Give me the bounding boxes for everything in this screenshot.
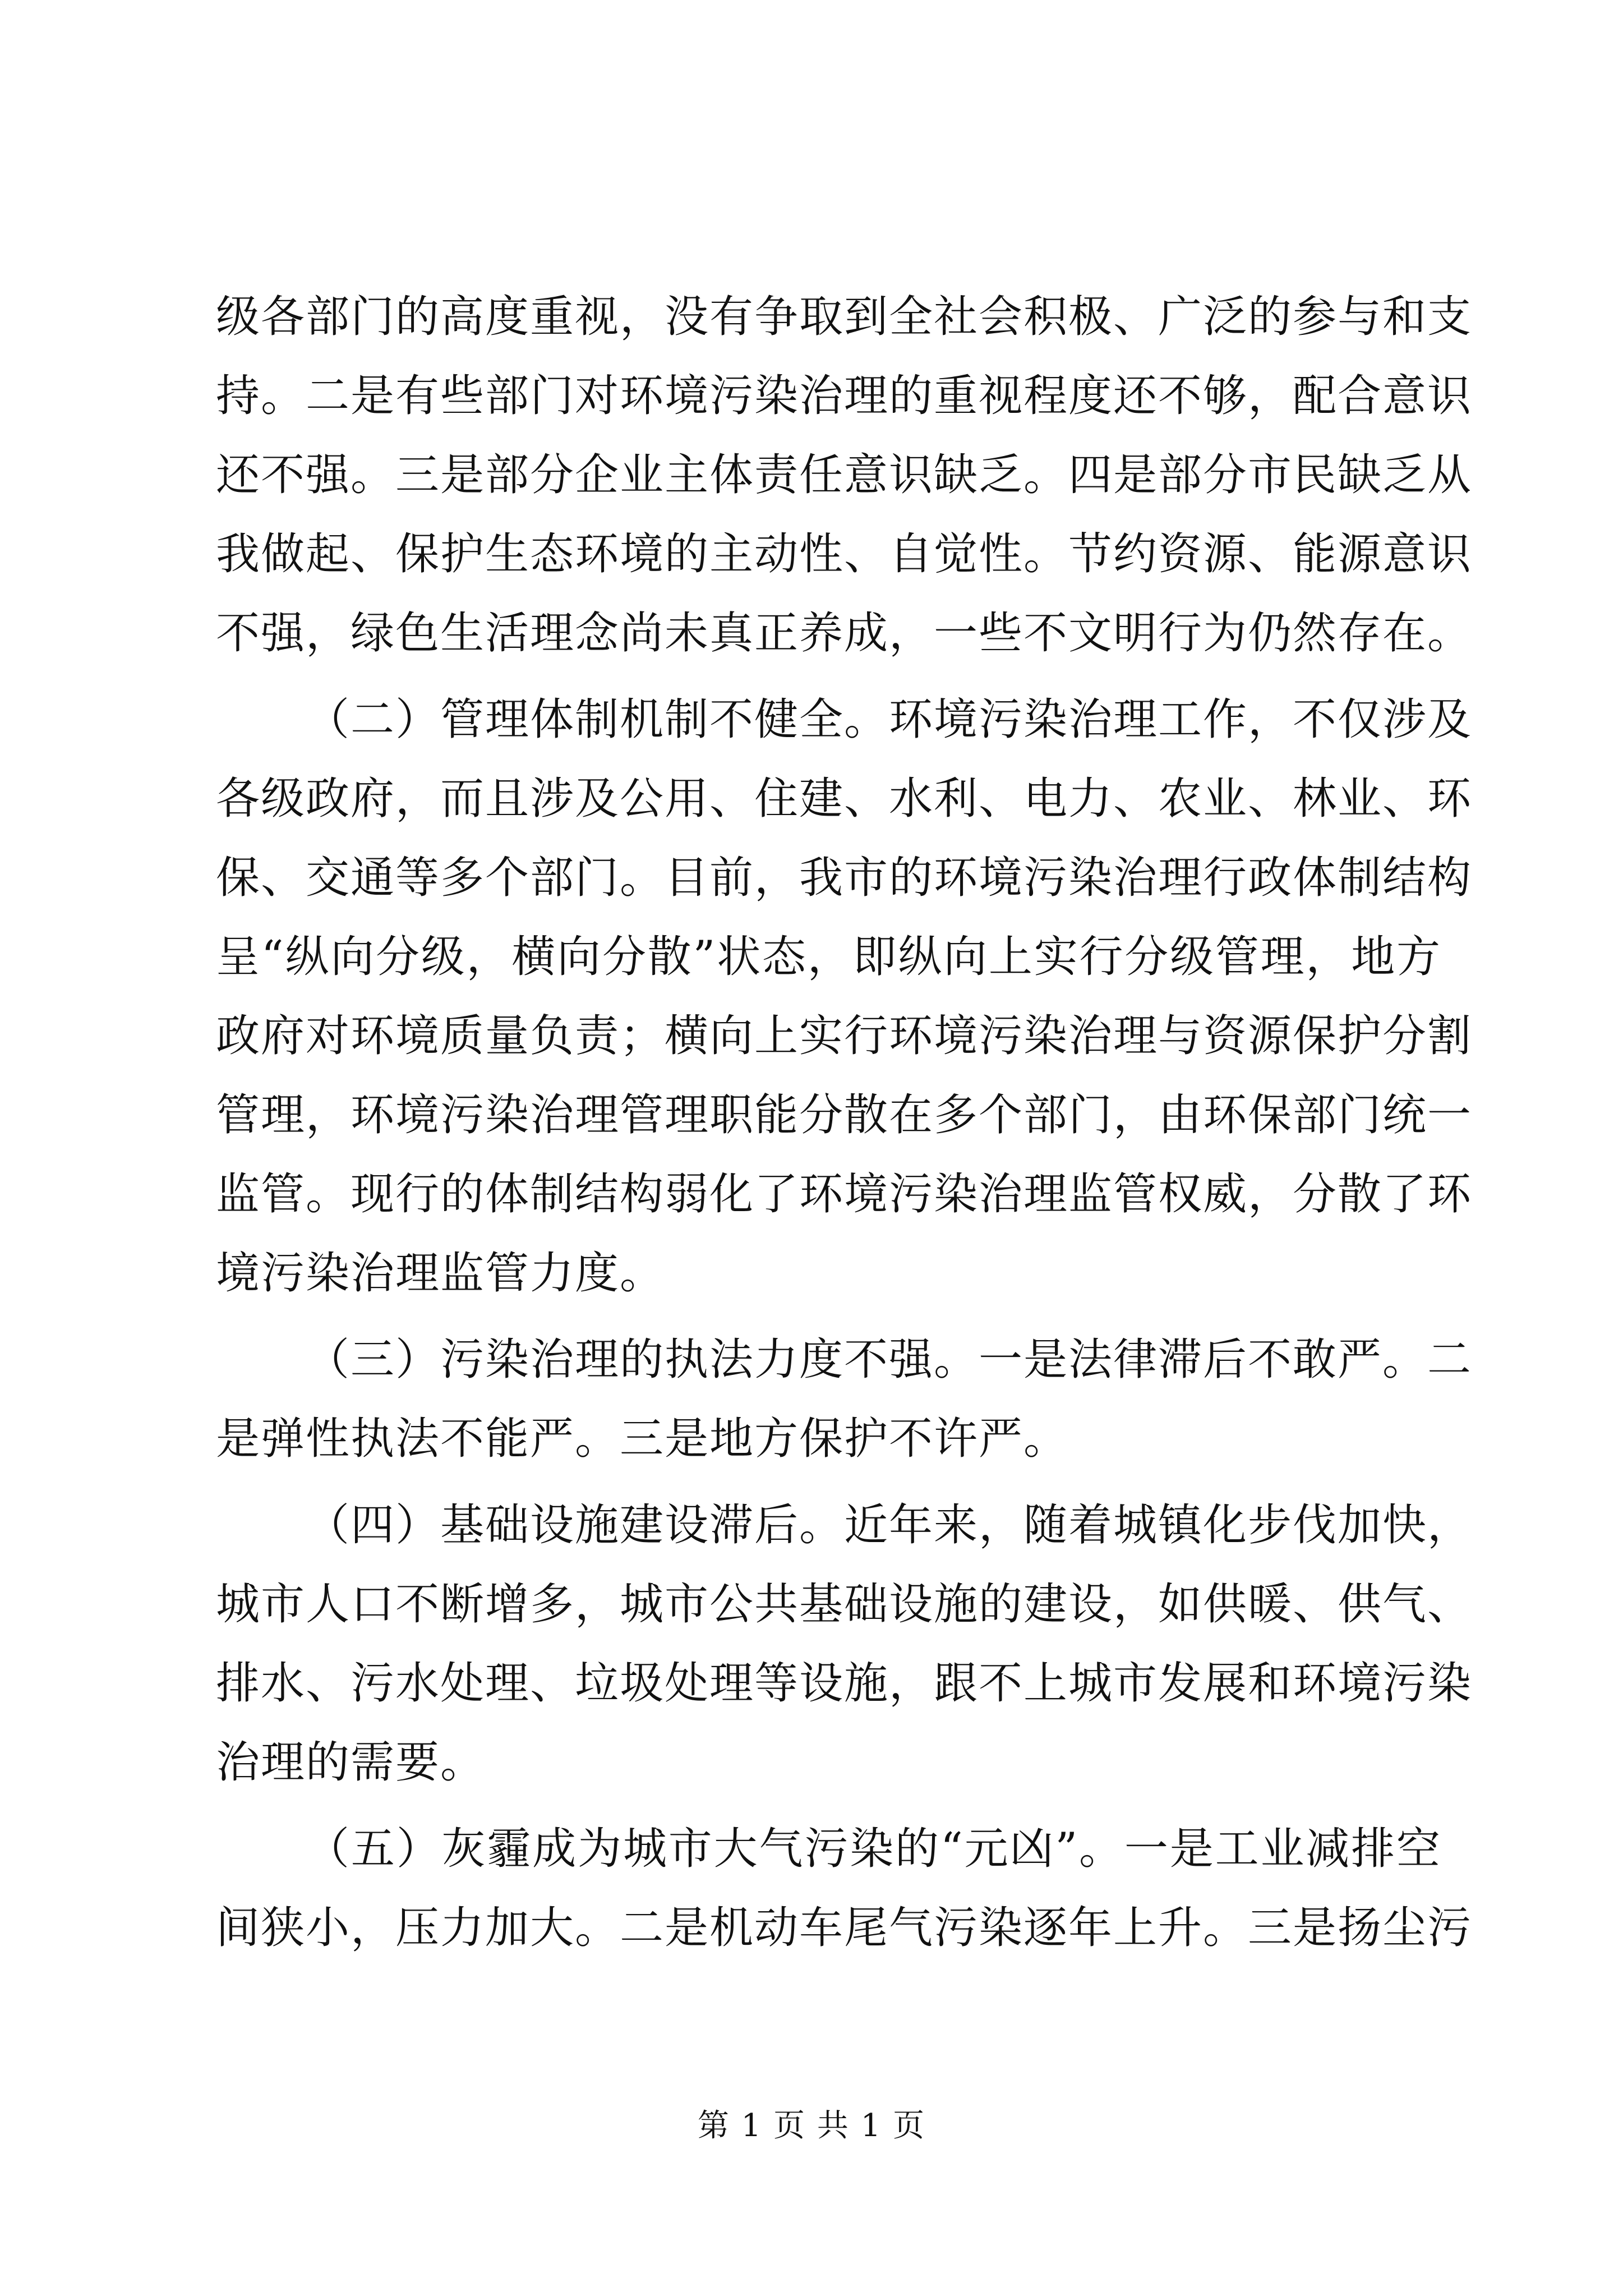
- text-line: （二）管理体制机制不健全。环境污染治理工作，不仅涉及: [306, 694, 1473, 745]
- text-line: 城市人口不断增多，城市公共基础设施的建设，如供暖、供气、: [216, 1579, 1473, 1630]
- text-line: 间狭小，压力加大。二是机动车尾气污染逐年上升。三是扬尘污: [216, 1903, 1473, 1953]
- paragraph-5: [216, 1810, 1473, 1968]
- text-line: （三）污染治理的执法力度不强。一是法律滞后不敢严。二: [306, 1335, 1473, 1385]
- text-line: 还不强。三是部分企业主体责任意识缺乏。四是部分市民缺乏从: [216, 450, 1473, 500]
- paragraph-2: [216, 680, 1473, 1313]
- text-line: 境污染治理监管力度。: [216, 1248, 665, 1299]
- text-line: （四）基础设施建设滞后。近年来，随着城镇化步伐加快，: [306, 1500, 1473, 1550]
- text-line: 排水、污水处理、垃圾处理等设施，跟不上城市发展和环境污染: [216, 1658, 1473, 1709]
- paragraph-1: [216, 278, 1473, 673]
- text-line: 监管。现行的体制结构弱化了环境污染治理监管权威，分散了环: [216, 1169, 1473, 1220]
- text-line: 我做起、保护生态环境的主动性、自觉性。节约资源、能源意识: [216, 529, 1473, 579]
- paragraph-3: [216, 1320, 1473, 1479]
- text-line: 持。二是有些部门对环境污染治理的重视程度还不够，配合意识: [216, 371, 1473, 421]
- text-line: 各级政府，而且涉及公用、住建、水利、电力、农业、林业、环: [216, 774, 1473, 824]
- text-line: 治理的需要。: [216, 1737, 486, 1788]
- text-line: 呈“纵向分级，横向分散”状态，即纵向上实行分级管理，地方: [216, 932, 1441, 982]
- document-body: [216, 278, 1473, 1975]
- text-line: 级各部门的高度重视，没有争取到全社会积极、广泛的参与和支: [216, 292, 1473, 342]
- text-line: 不强，绿色生活理念尚未真正养成，一些不文明行为仍然存在。: [216, 608, 1473, 659]
- text-line: 管理，环境污染治理管理职能分散在多个部门，由环保部门统一: [216, 1090, 1473, 1140]
- paragraph-4: [216, 1486, 1473, 1802]
- text-line: （五）灰霾成为城市大气污染的“元凶”。一是工业减排空: [306, 1824, 1441, 1874]
- text-line: 保、交通等多个部门。目前，我市的环境污染治理行政体制结构: [216, 853, 1473, 903]
- text-line: 政府对环境质量负责；横向上实行环境污染治理与资源保护分割: [216, 1011, 1473, 1061]
- page-footer: 第 1 页 共 1 页: [697, 2108, 926, 2144]
- text-line: 是弹性执法不能严。三是地方保护不许严。: [216, 1414, 1069, 1464]
